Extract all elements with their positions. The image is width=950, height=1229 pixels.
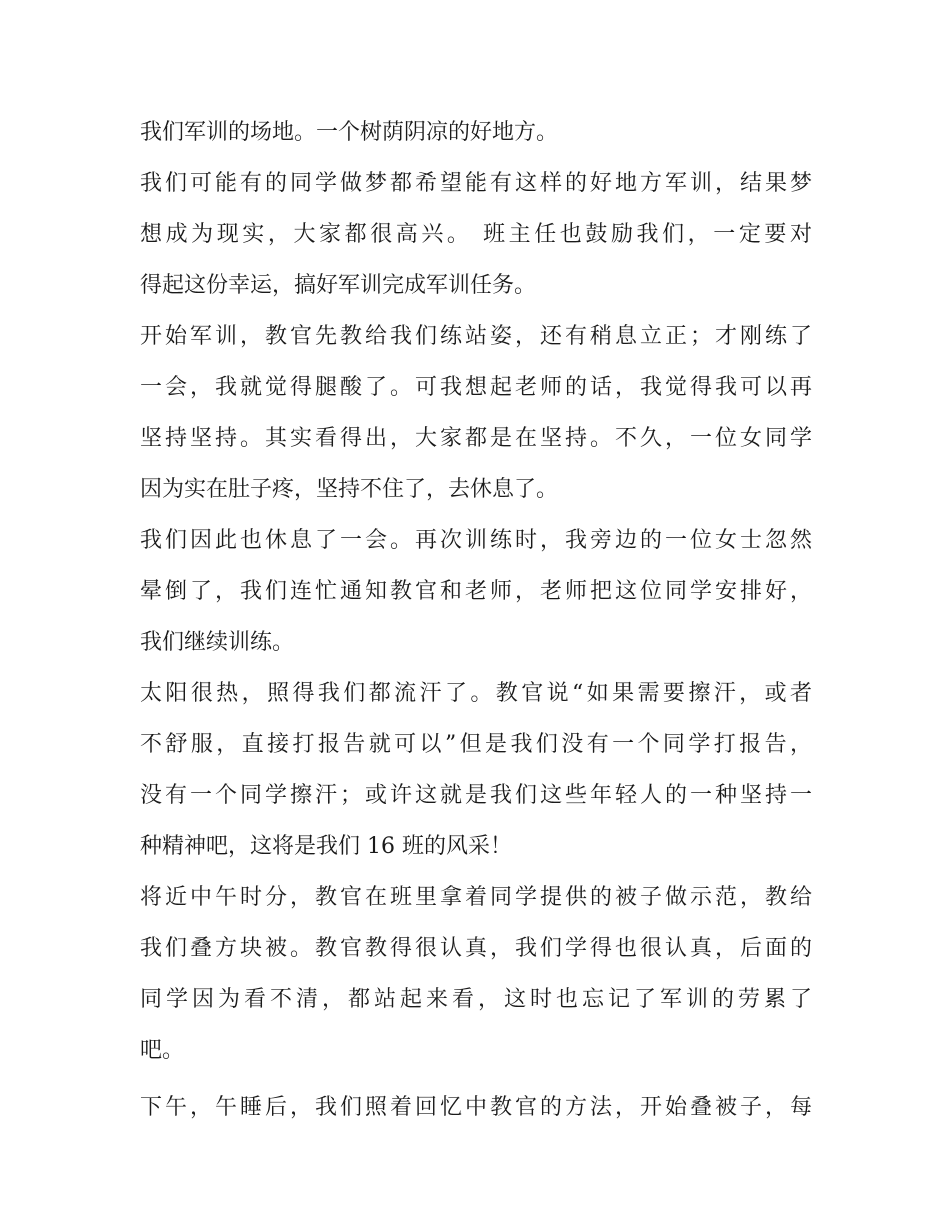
text-line: 吧。	[140, 1038, 185, 1063]
text-line: 种精神吧，这将是我们 16 班的风采！	[140, 834, 512, 859]
text-line: 得起这份幸运，搞好军训完成军训任务。	[140, 273, 537, 298]
text-line: 开始军训，教官先教给我们练站姿，还有稍息立正；才刚练了	[140, 324, 812, 349]
document-body	[140, 107, 812, 1133]
text-line: 太阳很热，照得我们都流汗了。教官说“如果需要擦汗，或者	[140, 681, 812, 706]
text-line: 我们军训的场地。一个树荫阴凉的好地方。	[140, 120, 559, 145]
text-line: 想成为现实，大家都很高兴。 班主任也鼓励我们，一定要对	[140, 222, 812, 247]
text-line: 一会，我就觉得腿酸了。可我想起老师的话，我觉得我可以再	[140, 375, 812, 400]
text-line: 将近中午时分，教官在班里拿着同学提供的被子做示范，教给	[140, 885, 812, 910]
text-line: 晕倒了，我们连忙通知教官和老师，老师把这位同学安排好，	[140, 579, 812, 604]
text-line: 因为实在肚子疼，坚持不住了，去休息了。	[140, 477, 559, 502]
text-line: 同学因为看不清，都站起来看，这时也忘记了军训的劳累了	[140, 987, 812, 1012]
text-line: 我们叠方块被。教官教得很认真，我们学得也很认真，后面的	[140, 936, 812, 961]
text-line: 没有一个同学擦汗；或许这就是我们这些年轻人的一种坚持一	[140, 783, 812, 808]
text-line: 我们因此也休息了一会。再次训练时，我旁边的一位女士忽然	[140, 528, 812, 553]
text-line: 不舒服，直接打报告就可以”但是我们没有一个同学打报告，	[140, 732, 812, 757]
text-line: 坚持坚持。其实看得出，大家都是在坚持。不久，一位女同学	[140, 426, 812, 451]
text-line: 我们继续训练。	[140, 630, 295, 655]
text-line: 我们可能有的同学做梦都希望能有这样的好地方军训，结果梦	[140, 171, 812, 196]
text-line: 下午，午睡后，我们照着回忆中教官的方法，开始叠被子，每	[140, 1095, 812, 1120]
